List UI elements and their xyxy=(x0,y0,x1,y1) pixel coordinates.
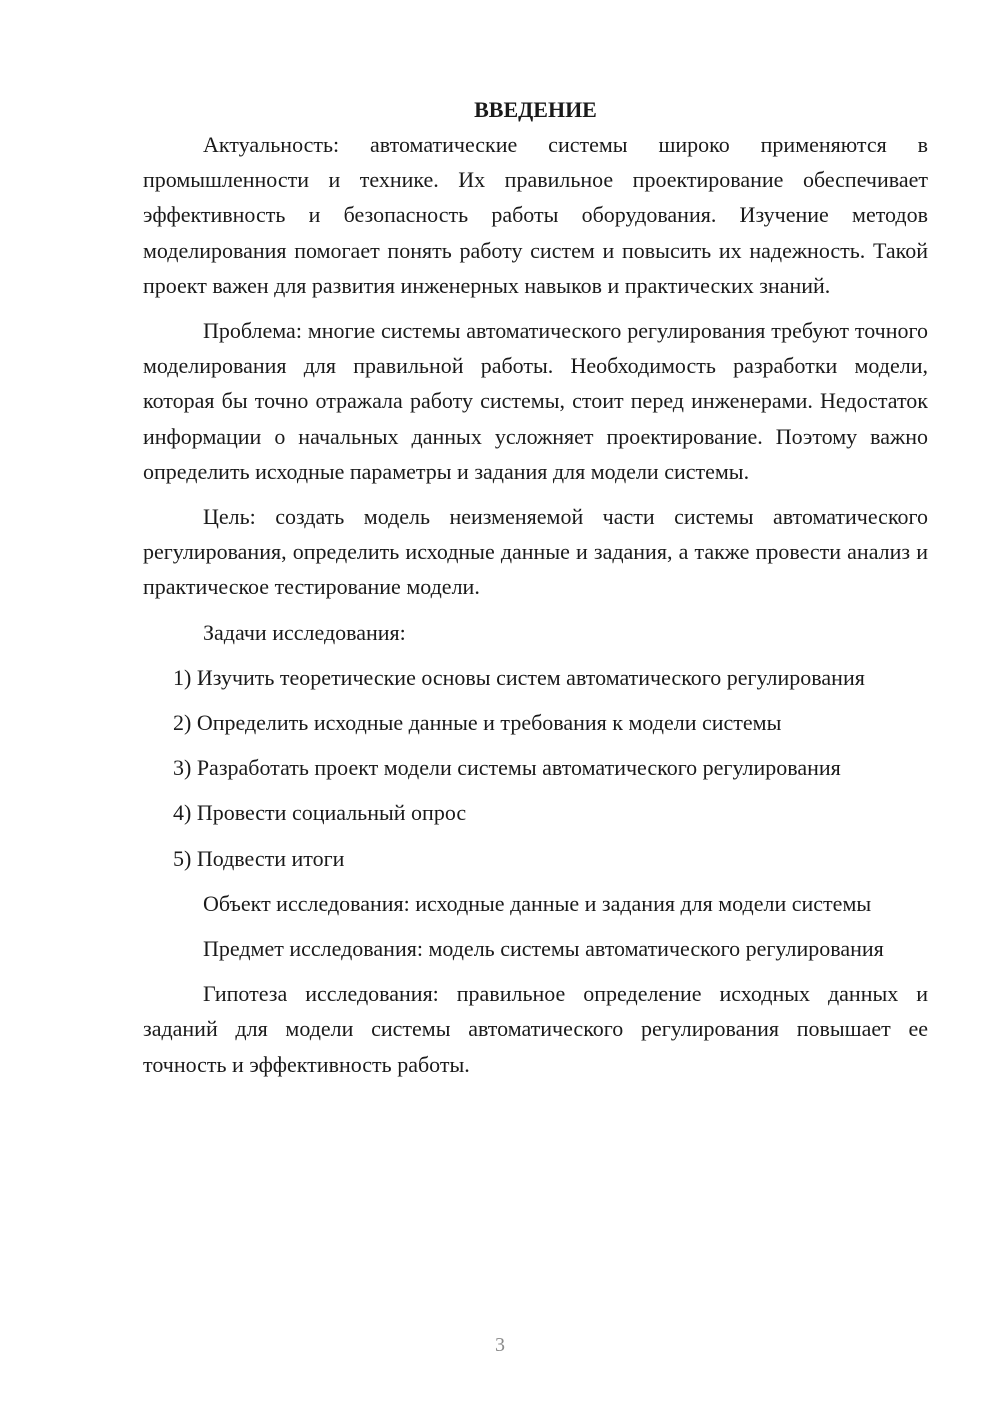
goal-paragraph: Цель: создать модель неизменяемой части системы автоматического регулирования, определить исходные данные и задания, а также провести анализ и практическое тестирование модели. xyxy=(143,504,928,600)
tasks-label: Задачи исследования: xyxy=(203,619,406,645)
problem-paragraph: Проблема: многие системы автоматического регулирования требуют точного моделирования для правильной работы. Необходимость разработки модели, которая бы точно отражала работу системы, стоит перед инженерами. Недостаток информации о начальных данных усложняет проектирование. Поэтому важно определить исходные параметры и задания для модели системы. xyxy=(143,318,928,484)
object-paragraph: Объект исследования: исходные данные и задания для модели системы xyxy=(203,890,872,916)
page-title: ВВЕДЕНИЕ xyxy=(474,97,597,122)
task-item-1: 1) Изучить теоретические основы систем автоматического регулирования xyxy=(173,664,865,690)
task-item-3: 3) Разработать проект модели системы автоматического регулирования xyxy=(173,755,841,781)
task-item-2: 2) Определить исходные данные и требования к модели системы xyxy=(173,710,782,736)
document-page xyxy=(143,92,928,1092)
subject-paragraph: Предмет исследования: модель системы автоматического регулирования xyxy=(203,936,884,962)
task-item-4: 4) Провести социальный опрос xyxy=(173,800,467,826)
task-item-5: 5) Подвести итоги xyxy=(173,845,345,871)
relevance-paragraph: Актуальность: автоматические системы широко применяются в промышленности и технике. Их правильное проектирование обеспечивает эффективность и безопасность работы оборудования. Изучение методов моделирования помогает понять работу систем и повысить их надежность. Такой проект важен для развития инженерных навыков и практических знаний. xyxy=(143,132,928,298)
hypothesis-paragraph: Гипотеза исследования: правильное определение исходных данных и заданий для модели системы автоматического регулирования повышает ее точность и эффективность работы. xyxy=(143,981,928,1077)
page-number: 3 xyxy=(495,1334,505,1356)
